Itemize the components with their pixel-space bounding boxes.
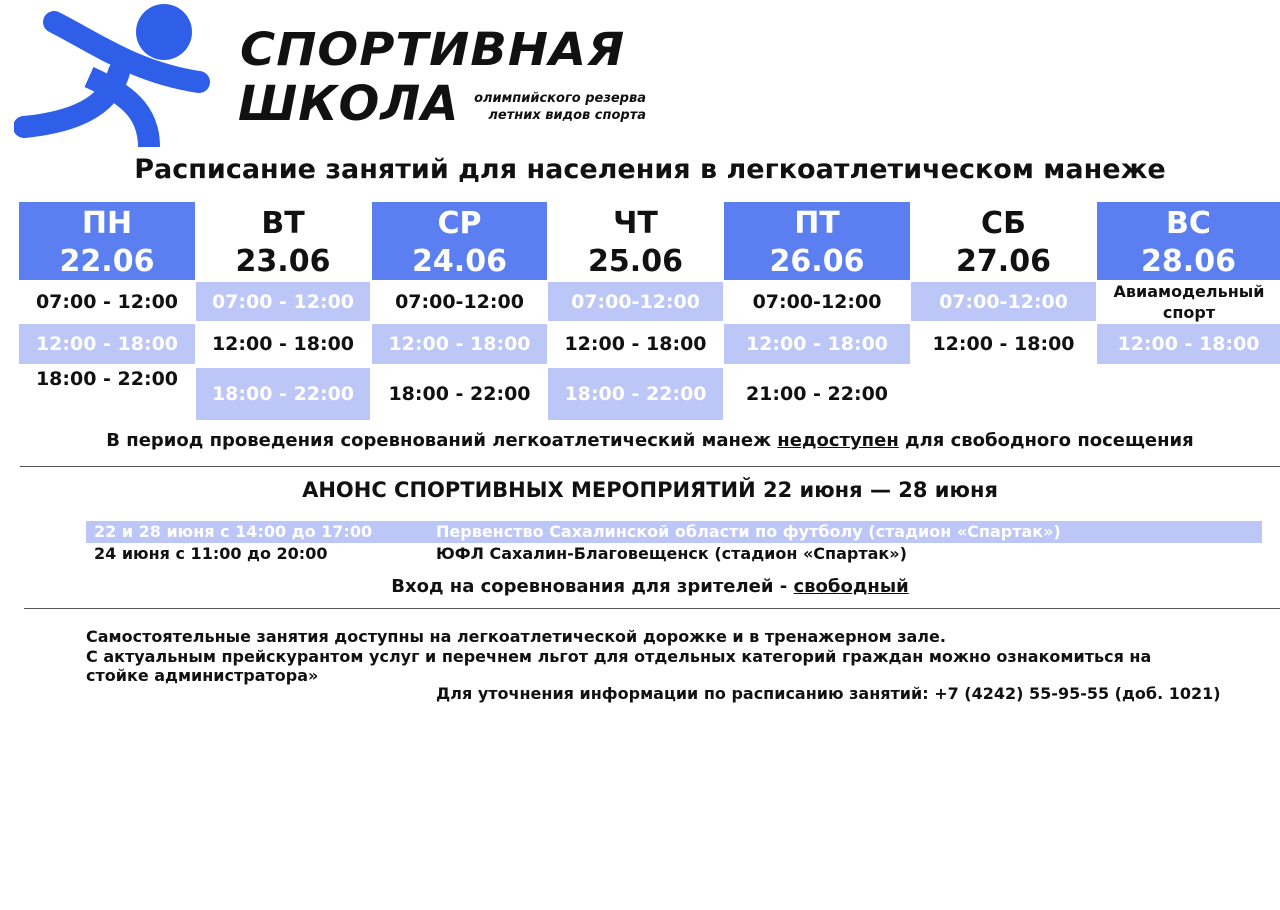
day-name: ПТ — [794, 206, 840, 241]
day-date: 23.06 — [235, 244, 331, 279]
runner-logo-icon — [14, 2, 214, 152]
notice-text-before: В период проведения соревнований легкоатлетический манеж — [106, 430, 778, 451]
day-date: 24.06 — [412, 244, 507, 279]
day-header-sat — [911, 202, 1096, 280]
day-header-sun — [1097, 202, 1280, 280]
time-slot: 18:00 - 22:00 — [19, 366, 195, 392]
time-slot: 12:00 - 18:00 — [911, 324, 1096, 364]
info-line: Самостоятельные занятия доступны на легкоатлетической дорожке и в тренажерном зале. — [86, 627, 946, 646]
info-line: С актуальным прейскурантом услуг и перечнем льгот для отдельных категорий граждан можно ознакомиться на — [86, 647, 1152, 666]
time-slot: 07:00 - 12:00 — [196, 282, 370, 321]
day-name: СБ — [981, 206, 1026, 241]
divider — [24, 608, 1280, 609]
time-slot: 12:00 - 18:00 — [19, 324, 195, 364]
day-date: 26.06 — [769, 244, 865, 279]
time-slot: 07:00-12:00 — [548, 282, 723, 321]
time-slot: Авиамодельный спорт — [1110, 280, 1268, 324]
time-slot: 18:00 - 22:00 — [372, 368, 547, 420]
entry-notice — [0, 576, 1280, 597]
contact-info: Для уточнения информации по расписанию занятий: +7 (4242) 55-95-55 (доб. 1021) — [436, 684, 1221, 703]
day-date: 22.06 — [59, 244, 155, 279]
closure-notice — [0, 430, 1280, 451]
event-title: ЮФЛ Сахалин-Благовещенск (стадион «Спартак») — [436, 544, 907, 563]
time-slot: 18:00 - 22:00 — [196, 368, 370, 420]
brand-subtitle-line1: олимпийского резерва — [474, 91, 646, 106]
time-slot: 07:00-12:00 — [724, 282, 910, 321]
day-header-mon — [19, 202, 195, 280]
page-title: Расписание занятий для населения в легкоатлетическом манеже — [134, 154, 1166, 185]
brand-subtitle-line2: летних видов спорта — [488, 108, 646, 123]
entry-emphasis: свободный — [793, 576, 909, 597]
day-header-thu — [548, 202, 723, 280]
day-name: ЧТ — [613, 206, 658, 241]
info-line: стойке администратора» — [86, 666, 319, 685]
brand-name-line1: СПОРТИВНАЯ — [240, 23, 626, 77]
time-slot: 12:00 - 18:00 — [1097, 324, 1280, 364]
day-date: 25.06 — [588, 244, 683, 279]
day-name: СР — [437, 206, 482, 241]
time-slot: 07:00 - 12:00 — [19, 282, 195, 321]
day-name: ВТ — [261, 206, 305, 241]
announce-title: АНОНС СПОРТИВНЫХ МЕРОПРИЯТИЙ 22 июня — 28 июня — [302, 478, 998, 502]
day-header-wed — [372, 202, 547, 280]
brand-name-line2: ШКОЛА — [238, 76, 460, 132]
entry-text: Вход на соревнования для зрителей - — [391, 576, 794, 597]
event-title: Первенство Сахалинской области по футболу (стадион «Спартак») — [436, 522, 1061, 541]
day-date: 28.06 — [1141, 244, 1236, 279]
notice-text-after: для свободного посещения — [898, 430, 1194, 451]
day-name: ПН — [81, 206, 133, 241]
time-slot: 12:00 - 18:00 — [724, 324, 910, 364]
time-slot: 12:00 - 18:00 — [548, 324, 723, 364]
day-date: 27.06 — [956, 244, 1051, 279]
event-time: 24 июня с 11:00 до 20:00 — [94, 544, 328, 563]
time-slot: 12:00 - 18:00 — [196, 324, 370, 364]
time-slot: 21:00 - 22:00 — [724, 368, 910, 420]
time-slot: 07:00-12:00 — [372, 282, 547, 321]
event-time: 22 и 28 июня с 14:00 до 17:00 — [94, 522, 373, 541]
notice-emphasis: недоступен — [777, 430, 899, 451]
divider — [20, 466, 1280, 467]
time-slot: 07:00-12:00 — [911, 282, 1096, 321]
time-slot: 12:00 - 18:00 — [372, 324, 547, 364]
day-name: ВС — [1166, 206, 1211, 241]
day-header-fri — [724, 202, 910, 280]
time-slot: 18:00 - 22:00 — [548, 368, 723, 420]
day-header-tue — [196, 202, 370, 280]
